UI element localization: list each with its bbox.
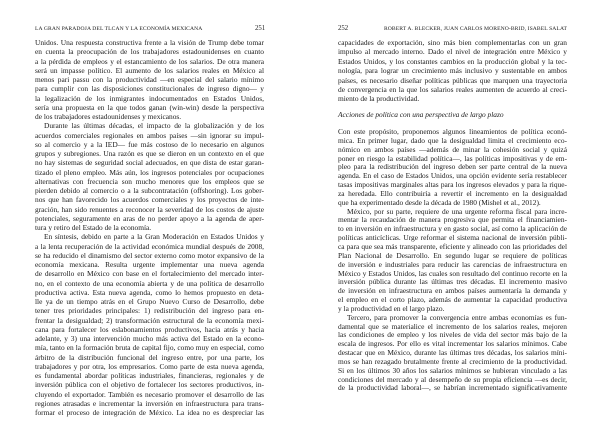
text-line: en cuenta la preocupación de los trabajadores estadounidenses en cuanto <box>35 47 264 57</box>
text-line: poner en riesgo la estabilidad política—, las políticas impositivas y de em- <box>338 153 567 163</box>
page-number: 252 <box>338 25 349 32</box>
text-line: inversión pública con el objetivo de fortalecer los sectores productivos, in- <box>35 380 264 390</box>
text-line: de inversión en infraestructura en ambos países aumentaría la demanda y <box>338 286 567 296</box>
text-line: tasas impositivas marginales altas para los ingresos elevados y para la rique- <box>338 180 567 190</box>
text-line: alternativas con frecuencia son mucho menores que los empleos que se <box>35 176 264 186</box>
text-line: frentar la desigualdad; 2) transformación estructural de la economía mexi- <box>35 315 264 325</box>
text-line: potenciales, seguramente en aras de no perder apoyo a la agenda de aper- <box>35 213 264 223</box>
text-line: tener tres prioridades principales: 1) redistribución del ingreso para en- <box>35 306 264 316</box>
text-line: ca para que sea más transparente, eficiente y alineado con las prioridades del <box>338 241 567 251</box>
text-line: mentar la recaudación de manera progresiva que permita el financiamien- <box>338 215 567 225</box>
text-line: mos se han rezagado brutalmente frente al crecimiento de la productividad. <box>338 356 567 366</box>
text-line: a la pérdida de empleos y el estancamiento de los salarios. De otra manera <box>35 56 264 66</box>
text-line: productiva activa. Esta nueva agenda, como lo hemos propuesto en deta- <box>35 287 264 297</box>
text-line: tura y retiro del Estado de la economía. <box>35 223 152 232</box>
text-line: nos que han favorecido los acuerdos comerciales y los proyectos de inte- <box>35 195 264 205</box>
text-line: Unidos. Una respuesta constructiva frente a la visión de Trump debe tomar <box>35 38 264 47</box>
text-line: no, en el contexto de una economía abierta y de una política de desarrollo <box>35 278 264 288</box>
text-line: de la productividad laboral—, se habrían incrementado significativamente <box>338 383 567 393</box>
text-line: miento de la productividad. <box>338 94 420 104</box>
text-line: menos pari passu con la productividad —en especial del salario mínimo <box>35 75 264 84</box>
text-line: Plan Nacional de Desarrollo. En segundo lugar se requiere de políticas <box>338 250 567 260</box>
text-line: Con este propósito, proponemos algunos lineamientos de política econó- <box>338 127 567 136</box>
text-line: capacidades de exportación, sino más bien complementarlas con un gran <box>338 38 567 47</box>
text-line: Si en los últimos 30 años los salarios mínimos se hubieran vinculado a las <box>338 365 567 375</box>
page-number: 251 <box>255 25 266 32</box>
text-line: no hay sistemas de seguridad social adecuados, en que dista de estar garan- <box>35 158 264 168</box>
text-line: damental que se materialice el incremento de los salarios reales, mejoren <box>338 321 567 331</box>
text-line: será un impasse político. El aumento de los salarios reales en México al <box>35 65 264 75</box>
text-line: formar el proceso de integración de México. La idea no es despreciar las <box>35 408 264 417</box>
text-line: En síntesis, debido en parte a la Gran Moderación en Estados Unidos y <box>44 232 264 242</box>
text-line: lle ya de un tiempo atrás en el Grupo Nuevo Curso de Desarrollo, debe <box>35 297 264 306</box>
text-line: acuerdos comerciales regionales en ambos países —sin ignorar su impul- <box>35 130 264 140</box>
text-line: México, por su parte, requiere de una urgente reforma fiscal para incre- <box>347 206 567 216</box>
text-line: mía, tanto en la formación bruta de capital fijo, como muy en especial, como <box>35 343 264 353</box>
text-line: que ha experimentado desde la década de 1980 (Mishel et al., 2012). <box>338 197 541 207</box>
text-line: nología, para lograr un crecimiento más inclusivo y sustentable en ambos <box>338 66 567 76</box>
text-line: de convergencia en la que los salarios reales aumenten de acuerdo al creci- <box>338 84 567 94</box>
text-line: es fundamental abordar políticas industriales, financieras, regionales y de <box>35 371 264 380</box>
text-line: grupos y subregiones. Una razón es que se dieron en un contexto en el que <box>35 149 264 158</box>
text-line: trabajadores y por otra, los empresarios. Como parte de esta nueva agenda, <box>35 361 264 371</box>
text-line: to en inversión en infraestructura y en gasto social, así como la aplicación de <box>338 224 567 234</box>
running-head: ROBERT A. BLECKER, JUAN CARLOS MORENO-BRID, ISABEL SALAT <box>383 26 567 32</box>
text-line: destacar que en México, durante las últimas tres décadas, los salarios míni- <box>338 348 567 358</box>
text-line: escala de ingresos. Por ello es vital incrementar los salarios mínimos. Cabe <box>338 339 567 349</box>
text-line: sería una propuesta en la que todos ganan (win-win) desde la perspectiva <box>35 102 264 112</box>
text-line: la legalización de los inmigrantes indocumentados en Estados Unidos, <box>35 93 264 103</box>
text-line: cluyendo el exportador. También es necesario promover el desarrollo de las <box>35 389 264 399</box>
body-text <box>338 128 567 393</box>
text-line: adelante, y 3) una intervención mucho más activa del Estado en la econo- <box>35 334 264 343</box>
text-line: y la productividad en el largo plazo. <box>338 303 445 313</box>
text-line: el empleo en el corto plazo, además de aumentar la capacidad productiva <box>338 295 567 305</box>
text-line: a la lenta recuperación de la actividad económica mundial después de 2008, <box>35 241 264 251</box>
text-line: regiones atrasadas e incrementar la inversión en infraestructura para trans- <box>35 398 264 408</box>
text-line: mica. En primer lugar, dado que la desigualdad limita el crecimiento eco- <box>338 135 567 145</box>
text-line: para cumplir con las disposiciones constitucionales de ingreso digno— y <box>35 84 264 94</box>
text-line: inversión pública durante las últimas tres décadas. El incremento masivo <box>338 277 567 287</box>
intro-text <box>338 38 567 104</box>
text-line: agenda. En el caso de Estados Unidos, una opción evidente sería restablecer <box>338 171 567 181</box>
text-line: tizado el pleno empleo. Más aún, los ingresos potenciales por ocupaciones <box>35 167 264 177</box>
text-line: de inversión e industriales para reducir las carencias de infraestructura en <box>338 259 567 269</box>
text-line: se ha reducido el dinamismo del sector externo como motor expansivo de la <box>35 250 264 260</box>
text-line: pleo para la redistribución del ingreso deben ser parte central de la nueva <box>338 162 567 172</box>
text-line: las condiciones de empleo y los niveles de vida del sector más bajo de la <box>338 330 567 340</box>
running-head: LA GRAN PARADOJA DEL TLCAN Y LA ECONOMÍA MEXICANA <box>35 26 203 32</box>
text-line: Durante las últimas décadas, el impacto de la globalización y de los <box>44 121 264 131</box>
text-line: árbitro de la distribución funcional del ingreso entre, por una parte, los <box>35 352 264 362</box>
text-line: impulso al mercado interno. Dado el nivel de integración entre México y <box>338 47 567 57</box>
text-line: de desarrollo en México con base en el fortalecimiento del mercado inter- <box>35 269 264 279</box>
text-line: so al comercio y a la IED— fue más costoso de lo necesario en algunos <box>35 139 264 149</box>
right-page <box>300 0 600 431</box>
text-line: za heredada. Ello contribuiría a revertir el incremento en la desigualdad <box>338 188 567 198</box>
text-line: cana para fortalecer los eslabonamientos productivos, hacia atrás y hacia <box>35 324 264 334</box>
text-line: Estados Unidos, y los constantes cambios en la producción global y la tec- <box>338 56 567 66</box>
text-line: de los trabajadores estadounidenses y mexicanos. <box>35 112 182 121</box>
section-heading: Acciones de política con una perspectiva de largo plazo <box>338 110 504 119</box>
body-text <box>35 38 264 417</box>
text-line: políticas anticíclicas. Urge reformar el sistema nacional de inversión públi- <box>338 233 567 243</box>
text-line: México y Estados Unidos, las cuales son resultado del continuo recorte en la <box>338 268 567 278</box>
text-line: pierden debido al comercio o a la subcontratación (offshoring). Los gober- <box>35 186 264 195</box>
text-line: países, es necesario diseñar políticas públicas que marquen una trayectoria <box>338 75 567 85</box>
text-line: Tercero, para promover la convergencia entre ambas economías es fun- <box>347 312 567 322</box>
text-line: condiciones del mercado y al desempeño de su propia eficiencia —es decir, <box>338 374 567 384</box>
text-line: gración, han sido renuentes a reconocer la severidad de los costos de ajuste <box>35 204 264 214</box>
text-line: economía mexicana. Resulta urgente implementar una nueva agenda <box>35 260 264 269</box>
text-line: nómico en ambos países —además de minar la cohesión social y quizá <box>338 144 567 154</box>
